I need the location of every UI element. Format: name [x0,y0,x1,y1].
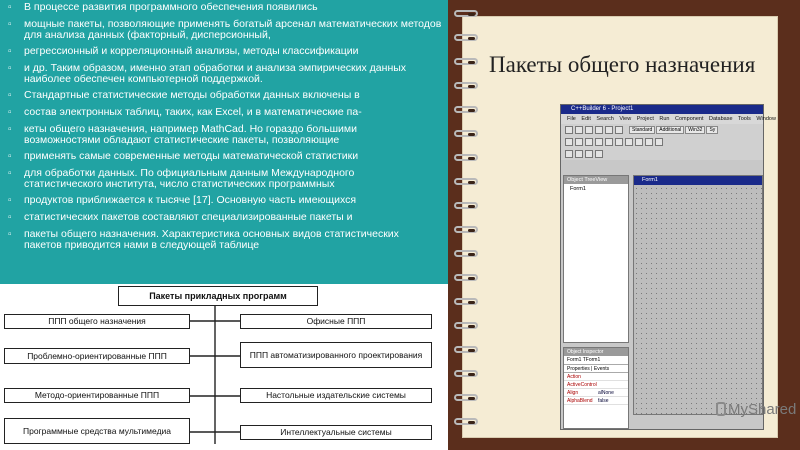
ring-icon [454,10,478,17]
palette-tab: Standard [629,126,655,134]
diagram-root-box: Пакеты прикладных программ [118,286,318,306]
property-value: alNone [598,390,614,396]
diagram-right-box: Офисные ППП [240,314,432,329]
toolbar-icon [595,126,603,134]
ring-icon [454,298,478,305]
toolbar-icon [595,138,603,146]
property-value: false [598,398,609,404]
ring-icon [454,58,478,65]
bullet-text: ▫ применять самые современные методы математической статистики [8,151,448,162]
toolbar-icon [575,138,583,146]
ring-icon [454,274,478,281]
inspector-tabs: Properties | Events [564,365,628,373]
inspector-property [564,373,628,381]
bullet-text: ▫ и др. Таким образом, именно этап обработки и анализа эмпирических данных наиболее обеспечен компьютерной поддержкой. [8,63,428,85]
ide-titlebar: C++Builder 6 - Project1 [561,105,763,114]
toolbar-icon [585,150,593,158]
ide-toolbar [561,124,763,136]
bullet-text: ▫ кеты общего назначения, например MathCad. Но гораздо большими возможностями обладают статистические пакеты, позволяющие [8,124,428,146]
ide-menubar [561,114,776,124]
text-panel [0,0,448,284]
bullet-text: ▫ статистических пакетов составляют специализированные пакеты и [8,212,448,223]
toolbar-icon [595,150,603,158]
treeview-title: Object TreeView [564,176,628,184]
toolbar-icon [615,126,623,134]
ring-icon [454,226,478,233]
diagram-left-box: Программные средства мультимедиа [4,418,190,444]
toolbar-icon [575,150,583,158]
toolbar-icon [625,138,633,146]
toolbar-icon [585,138,593,146]
ring-icon [454,106,478,113]
bullet-text: ▫ Стандартные статистические методы обработки данных включены в [8,90,448,101]
ide-window-screenshot [560,104,776,430]
ring-icon [454,250,478,257]
ring-icon [454,202,478,209]
bullet-text: ▫ пакеты общего назначения. Характеристика основных видов статистических пакетов приводится нами в следующей таблице [8,229,428,251]
inspector-property [564,389,628,397]
palette-tabs [629,126,718,134]
bullet-text: ▫ для обработки данных. По официальным данным Международного статистического института, число статистических программных [8,168,428,190]
toolbar-icon [645,138,653,146]
toolbar-icon [575,126,583,134]
ide-menu-item: Edit [581,116,591,122]
inspector-selected: Form1 TForm1 [564,356,628,365]
palette-tab: Additional [656,126,684,134]
ring-icon [454,346,478,353]
ide-menu-item: File [567,116,576,122]
bullet-text: ▫ состав электронных таблиц, таких, как Excel, и в математические па- [8,107,448,118]
property-name: ActiveControl [567,382,597,388]
toolbar-icon [585,126,593,134]
property-name: AlphaBlend [567,398,593,404]
palette-tab: Win32 [685,126,705,134]
myshared-logo [716,401,796,418]
form-designer [633,175,763,415]
ring-icon [454,154,478,161]
ide-menu-item: Database [709,116,733,122]
diagram-left-box: ППП общего назначения [4,314,190,329]
hierarchy-diagram [0,284,448,450]
ide-toolbar [561,136,763,148]
ide-menu-item: Project [636,116,654,122]
toolbar-icon [565,126,573,134]
logo-mark-icon [716,402,726,416]
spiral-binding [448,0,488,450]
property-name: Action [567,374,581,380]
ring-icon [454,82,478,89]
ide-menu-item: Run [659,116,670,122]
toolbar-icon [565,138,573,146]
ide-menu-item: Tools [737,116,751,122]
toolbar-icon [605,126,613,134]
toolbar-icon [615,138,623,146]
diagram-right-box: Настольные издательские системы [240,388,432,403]
ide-menu-item: View [619,116,632,122]
bullet-text: ▫ продуктов приближается к тысяче [17]. Основную часть имеющихся [8,195,448,206]
ring-icon [454,322,478,329]
form-title: Form1 [634,176,762,185]
object-treeview [563,175,629,343]
logo-text: MyShared [728,401,797,418]
property-name: Align [567,390,579,396]
slide-title: Пакеты общего назначения [489,52,756,77]
toolbar-icon [655,138,663,146]
ring-icon [454,178,478,185]
ring-icon [454,418,478,425]
toolbar-icon [605,138,613,146]
ide-menu-item: Window [756,116,776,122]
ring-icon [454,370,478,377]
ring-icon [454,130,478,137]
diagram-left-box: Методо-ориентированные ППП [4,388,190,403]
palette-tab: Sy [706,126,718,134]
diagram-right-box: ППП автоматизированного проектирования [240,342,432,368]
ring-icon [454,34,478,41]
ide-toolbar [561,148,763,160]
ide-menu-item: Search [596,116,614,122]
inspector-property [564,381,628,389]
inspector-property [564,397,628,405]
object-inspector [563,347,629,429]
inspector-title: Object Inspector [564,348,628,356]
diagram-left-box: Проблемно-ориентированные ППП [4,348,190,364]
bullet-text: ▫ В процессе развития программного обеспечения появились [8,2,448,13]
toolbar-icon [635,138,643,146]
ide-menu-item: Component [675,116,704,122]
treeview-node: Form1 [570,186,586,192]
ring-icon [454,394,478,401]
toolbar-icon [565,150,573,158]
bullet-text: ▫ мощные пакеты, позволяющие применять богатый арсенал математических методов для анализа данных (факторный, дисперсионный, [8,19,448,41]
diagram-right-box: Интеллектуальные системы [240,425,432,440]
bullet-text: ▫ регрессионный и корреляционный анализы, методы классификации [8,46,448,57]
